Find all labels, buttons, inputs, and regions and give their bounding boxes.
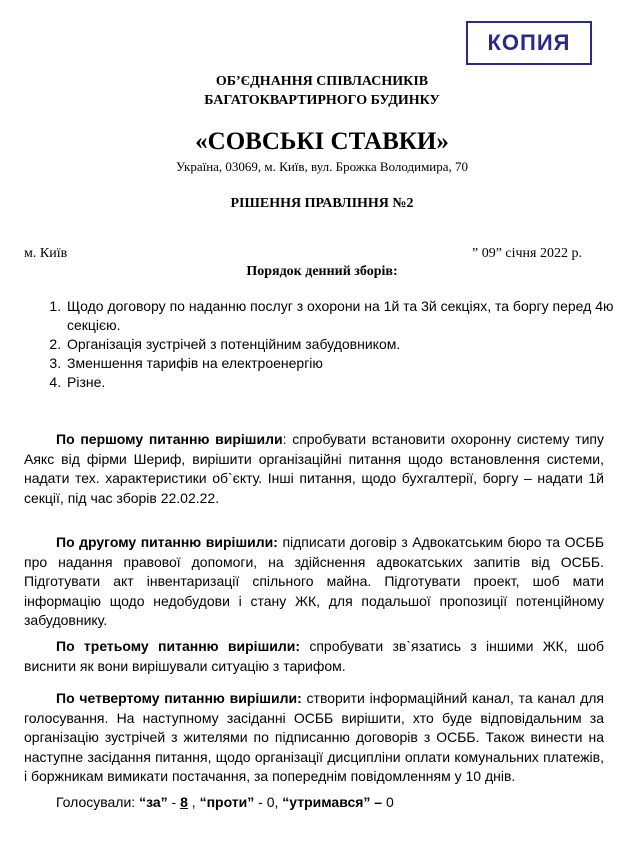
vote-for-value: 8 bbox=[180, 794, 188, 810]
vote-abstain-label: “утримався” – bbox=[282, 794, 383, 810]
vote-against-value: - 0, bbox=[254, 794, 283, 810]
org-line-2: БАГАТОКВАРТИРНОГО БУДИНКУ bbox=[204, 93, 440, 108]
decision-text: створити інформаційний канал, та канал для голосування. На наступному засіданні ОСББ вирішити, хто буде відповідальним за організацію зустрічей з жителями по підписанню договорів з ОСББ. Також винести на наступне засідання питання, щодо організації дисципліни оплати комунальних платежів, і боржникам вимикати постачання, за попереднім повідомленням у 10 днів. bbox=[24, 690, 605, 784]
agenda-title: Порядок денний зборів: bbox=[246, 264, 398, 279]
decision-text: підписати договір з Адвокатським бюро та ОСББ про надання правової допомоги, на здійснення адвокатських запитів від ОСББ. Підготувати акт інвентаризації спільного майна. Підготувати проект, шоб мати інформацію щодо недобудови і стану ЖК, для подальшої пропозиції потенційному забудовнику. bbox=[24, 534, 605, 628]
document-title: РІШЕННЯ ПРАВЛІННЯ №2 bbox=[230, 196, 414, 211]
vote-for-dash: - bbox=[167, 794, 181, 810]
decision-heading: По другому питанню вирішили: bbox=[56, 534, 278, 550]
agenda-item: 2. Організація зустрічей з потенційним забудовником. bbox=[65, 335, 625, 354]
decision-paragraph-1 bbox=[24, 430, 604, 508]
decision-heading: По третьому питанню вирішили: bbox=[56, 638, 301, 654]
separator bbox=[300, 638, 309, 654]
org-address: Україна, 03069, м. Київ, вул. Брожка Володимира, 70 bbox=[175, 159, 469, 174]
decision-heading: По четвертому питанню вирішили: bbox=[56, 690, 302, 706]
decision-paragraph-4 bbox=[24, 689, 604, 787]
copy-stamp bbox=[466, 21, 592, 65]
agenda-item: 4. Різне. bbox=[65, 373, 625, 392]
vote-abstain-value: 0 bbox=[382, 794, 394, 810]
document-date: ” 09” січня 2022 р. bbox=[471, 246, 582, 261]
document-place: м. Київ bbox=[24, 246, 68, 261]
vote-for-label: “за” bbox=[139, 794, 168, 810]
agenda-list bbox=[44, 297, 625, 392]
agenda-item: 1. Щодо договору по наданню послуг з охорони на 1й та 3й секціях, та боргу перед 4ю секцією. bbox=[65, 297, 625, 335]
decision-paragraph-3 bbox=[24, 637, 604, 676]
vote-sep: , bbox=[187, 794, 200, 810]
vote-label: Голосували: bbox=[56, 794, 140, 810]
copy-stamp-text: КОПИЯ bbox=[487, 30, 571, 55]
separator: : bbox=[282, 431, 293, 447]
decision-paragraph-2 bbox=[24, 533, 604, 631]
org-name: «СОВСЬКІ СТАВКИ» bbox=[195, 128, 449, 155]
vote-against-label: “проти” bbox=[199, 794, 255, 810]
decision-heading: По першому питанню вирішили bbox=[56, 431, 283, 447]
decision-text: спробувати встановити охоронну систему типу Аякс від фірми Шериф, вирішити організаційні питання щодо встановлення системи, надати тех. характеристики об`єкту. Інші питання, щодо бухгалтерії, боргу – надати 1й секції, під час зборів 22.02.22. bbox=[24, 431, 605, 506]
agenda-item: 3. Зменшення тарифів на електроенергію bbox=[65, 354, 625, 373]
decision-text: спробувати зв`язатись з іншими ЖК, шоб виснити як вони вирішували ситуацію з тарифом. bbox=[24, 638, 605, 674]
org-line-1: ОБ’ЄДНАННЯ СПІВЛАСНИКІВ bbox=[215, 74, 429, 89]
vote-line bbox=[56, 794, 394, 810]
